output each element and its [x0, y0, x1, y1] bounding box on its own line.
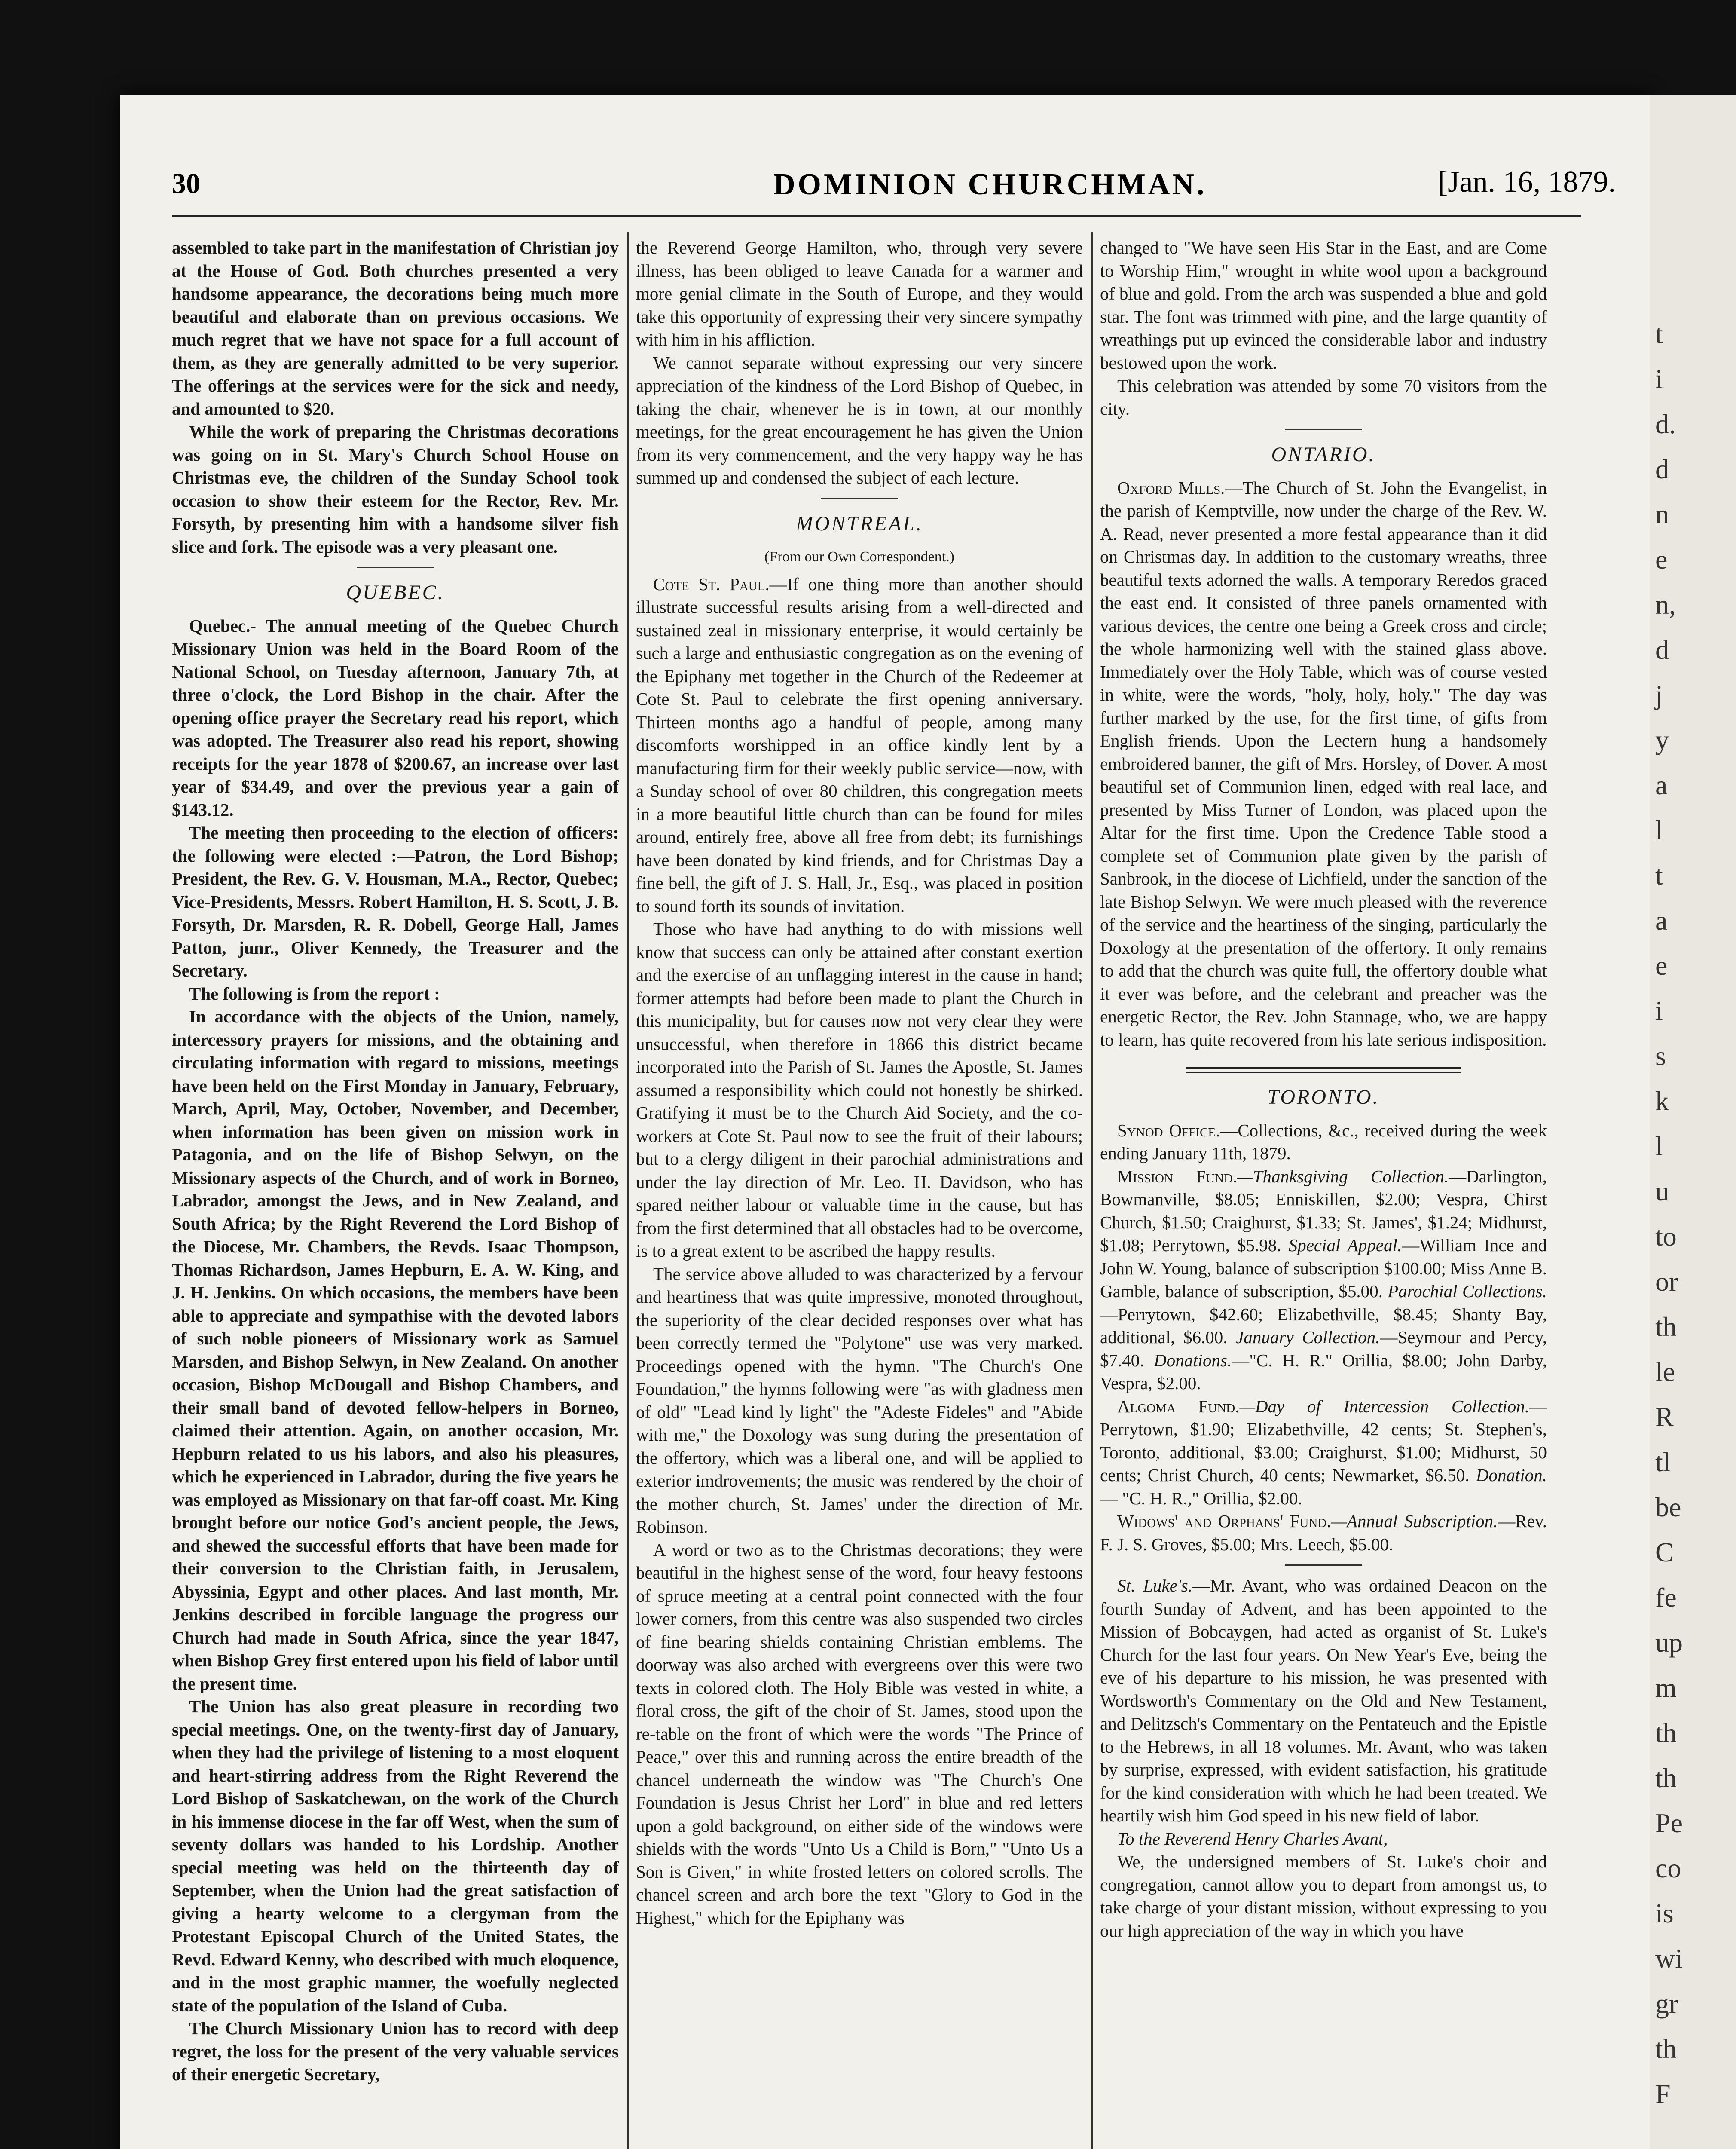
paragraph-text: — "C. H. R.," Orillia, $2.00. [1100, 1488, 1302, 1508]
dateline: St. Luke's. [1117, 1576, 1192, 1595]
column-1 [172, 236, 619, 2149]
header-rule [172, 215, 1581, 217]
fund-subheading: Donations. [1154, 1350, 1232, 1370]
paragraph-text: - The annual meeting of the Quebec Church Missionary Union was held in the Board Room of the National School, on Tuesday afternoon, January 7th, at three o'clock, the Lord Bishop in the chair. After the opening office prayer the Secretary read his report, which was adopted. The Treasurer also read his report, showing receipts for the year 1878 of $200.67, an increase over last year of $34.49, and over the previous year a gain of $143.12. [172, 615, 619, 820]
article-paragraph [636, 573, 1083, 918]
masthead-title: DOMINION CHURCHMAN. [773, 168, 1207, 201]
adjacent-page-fragment: is [1655, 1898, 1674, 1929]
adjacent-page-fragment: y [1655, 725, 1669, 755]
article-paragraph: The Union has also great pleasure in recording two special meetings. One, on the twenty-first day of January, when they had the privilege of listening to a most eloquent and heart-stirring address from the Right Reverend the Lord Bishop of Saskatchewan, on the work of the Church in his immense diocese in the far off West, when the sum of seventy dollars was handed to his Lordship. Another special meeting was held on the thirteenth day of September, when the Union had the great satisfaction of giving a hearty welcome to a clergyman from the Protestant Episcopal Church of the United States, the Revd. Edward Kenny, who described with much eloquence, and in the most graphic manner, the woefully neglected state of the population of the Island of Cuba. [172, 1696, 619, 2015]
adjacent-page-fragment: d [1655, 634, 1669, 665]
adjacent-page-fragment: a [1655, 770, 1668, 800]
paragraph-text: —Perrytown, $42.60; Elizabethville, $8.45; Shanty Bay, additional, $6.00. [1100, 1304, 1547, 1347]
article-paragraph: The service above alluded to was characterized by a fervour and heartiness that was quite impressive, monoted throughout, the superiority of the clear decided responses over what has been correctly termed the "Polytone" use was very marked. Proceedings opened with the hymn. "The Church's One Foundation," the hymns following were "as with gladness men of old" "Lead kind ly light" the "Adeste Fideles" and "Abide with me," the Doxology was sung during the presentation of the offertory, which was a liberal one, and will be applied to exterior imdrovements; the music was rendered by the choir of the mother church, St. James' under the direction of Mr. Robinson. [636, 1264, 1083, 1537]
adjacent-page-fragment: a [1655, 905, 1668, 936]
adjacent-page-fragment: R [1655, 1402, 1674, 1432]
adjacent-page-fragment: s [1655, 1041, 1666, 1071]
adjacent-page-fragment: gr [1655, 1988, 1678, 2019]
adjacent-page-fragment: j [1655, 680, 1663, 710]
fund-subheading: —Annual Subscription. [1331, 1511, 1498, 1531]
article-paragraph: assembled to take part in the manifestation of Christian joy at the House of God. Both churches presented a very handsome appearance, the decorations being much more beautiful and elaborate than on previous occasions. We much regret that we have not space for a full account of them, as they are generally admitted to be very superior. The offerings at the services were for the sick and needy, and amounted to $20. [172, 238, 619, 419]
section-heading-ontario: ONTARIO. [1271, 443, 1376, 466]
adjacent-page-fragment: e [1655, 950, 1668, 981]
article-paragraph: This celebration was attended by some 70 visitors from the city. [1100, 376, 1547, 419]
section-rule [357, 567, 434, 568]
adjacent-page-fragment: th [1655, 1717, 1677, 1748]
adjacent-page-fragment: le [1655, 1356, 1675, 1387]
fund-subheading: January Collection. [1236, 1327, 1380, 1347]
article-paragraph [1100, 1119, 1547, 1165]
article-paragraph: We cannot separate without expressing our very sincere appreciation of the kindness of the Lord Bishop of Quebec, in taking the chair, whenever he is in town, at our monthly meetings, for the great encouragement he has given the Union from its very commencement, and the very happy way he has summed up and condensed the subject of each lecture. [636, 352, 1083, 487]
article-paragraph [1100, 477, 1547, 1052]
page-header [172, 165, 1650, 219]
fund-subheading: —Day of Intercession Collection. [1239, 1396, 1529, 1416]
article-paragraph [1100, 1574, 1547, 1828]
paragraph-text: —If one thing more than another should illustrate successful results arising from a well-directed and sustained zeal in missionary enterprise, it would certainly be such a large and enthusiastic congregation as on the evening of the Epiphany met together in the Church of the Redeemer at Cote St. Paul to celebrate the first opening anniversary. Thirteen months ago a handful of people, among many discomforts worshipped in an office kindly lent by a manufacturing firm for their weekly public service—now, with a Sunday school of over 80 children, this congregation meets in a more beautiful little church than can be found for miles around, entirely free, above all free from debt; its furnishings have been donated by kind friends, and for Christmas Day a fine bell, the gift of J. S. Hall, Jr., Esq., was placed in position to sound forth its sounds of invitation. [636, 574, 1083, 916]
article-paragraph: While the work of preparing the Christmas decorations was going on in St. Mary's Church School House on Christmas eve, the children of the Sunday School took occasion to show their esteem for the Rector, Rev. Mr. Forsyth, by presenting him with a handsome silver fish slice and fork. The episode was a very pleasant one. [172, 422, 619, 557]
article-paragraph [1100, 1165, 1547, 1395]
address-salutation: To the Reverend Henry Charles Avant, [1117, 1828, 1388, 1849]
article-paragraph: changed to "We have seen His Star in the East, and are Come to Worship Him," wrought in white wool upon a background of blue and gold. From the arch was suspended a blue and gold star. The font was trimmed with pine, and the large quantity of wreathings put up evinced the considerable labor and industry bestowed upon the work. [1100, 238, 1547, 373]
section-double-rule [1186, 1067, 1461, 1073]
article-paragraph [1100, 1510, 1547, 1556]
fund-subheading: Parochial Collections. [1388, 1281, 1547, 1301]
article-paragraph [172, 615, 619, 822]
dateline: Oxford Mills. [1117, 478, 1225, 498]
article-paragraph: We, the undersigned members of St. Luke's choir and congregation, cannot allow you to depart from amongst us, to take charge of your distant mission, without expressing to you our high appreciation of the way in which you have [1100, 1852, 1547, 1941]
column-divider [1091, 232, 1093, 2149]
adjacent-page-fragment: up [1655, 1627, 1683, 1658]
paragraph-text: —William Ince and John W. Young, balance of subscription $100.00; Miss Anne B. Gamble, balance of subscription, $5.00. [1100, 1235, 1547, 1301]
dateline: Synod Office. [1117, 1120, 1220, 1140]
paragraph-text: —Seymour and Percy, $7.40. [1100, 1327, 1547, 1370]
newspaper-page [120, 95, 1650, 2149]
page-number: 30 [172, 168, 200, 199]
adjacent-page-fragment: to [1655, 1221, 1677, 1252]
adjacent-page-fragment: i [1655, 364, 1663, 394]
fund-name: Mission Fund. [1117, 1166, 1238, 1186]
adjacent-page-fragment: m [1655, 1672, 1677, 1703]
section-rule [1285, 429, 1362, 430]
fund-subheading: —Thanksgiving Collection. [1237, 1166, 1449, 1186]
article-paragraph: The Church Missionary Union has to record with deep regret, the loss for the present of the very valuable services of their energetic Secretary, [172, 2018, 619, 2084]
adjacent-page-fragment: th [1655, 1763, 1677, 1793]
article-paragraph [1100, 1395, 1547, 1510]
adjacent-page-fragment: tl [1655, 1447, 1671, 1477]
adjacent-page-fragment: n [1655, 499, 1669, 530]
adjacent-page-fragment: wi [1655, 1943, 1683, 1974]
fund-subheading: Donation. [1476, 1465, 1547, 1485]
adjacent-page-edge [1650, 95, 1736, 2149]
paragraph-text: —The Church of St. John the Evangelist, in the parish of Kemptville, now under the charge of the Rev. W. A. Read, never presented a more festal appearance than it did on Christmas day. In addition to the customary wreaths, three beautiful texts adorned the walls. A temporary Reredos graced the east end. It consisted of three panels ornamented with various devices, the centre one being a Greek cross and circle; the whole harmonizing well with the stained glass above. Immediately over the Holy Table, which was of course vested in white, were the words, "holy, holy, holy." The day was further marked by the use, for the first time, of gifts from English friends. Upon the Lectern hung a handsomely embroidered banner, the gift of Mrs. Horsley, of Dover. A most beautiful set of Communion linen, edged with real lace, and presented by Miss Turner of London, was placed upon the Altar for the first time. Upon the Credence Table stood a complete set of Communion plate given by the parish of Sanbrook, in the diocese of Lichfield, under the sanction of the late Bishop Selwyn. We were much pleased with the reverence of the service and the heartiness of the singing, particularly the Doxology at the presentation of the offertory. It only remains to add that the church was quite full, the offertory double what it ever was before, and the celebrant and preacher was the energetic Rector, the Rev. John Stannage, who, we are happy to learn, has quite recovered from his late serious indisposition. [1100, 478, 1547, 1050]
adjacent-page-fragment: t [1655, 860, 1663, 891]
adjacent-page-fragment: t [1655, 318, 1663, 349]
column-3 [1100, 236, 1547, 2149]
adjacent-page-fragment: be [1655, 1492, 1681, 1522]
paragraph-text: —"C. H. R." Orillia, $8.00; John Darby, Vespra, $2.00. [1100, 1350, 1547, 1393]
adjacent-page-fragment: fe [1655, 1582, 1677, 1613]
column-2 [636, 236, 1083, 2149]
adjacent-page-fragment: Pe [1655, 1808, 1683, 1838]
adjacent-page-fragment: or [1655, 1266, 1678, 1297]
adjacent-page-fragment: th [1655, 1311, 1677, 1342]
dateline: Cote St. Paul. [653, 574, 770, 594]
fund-name: Algoma Fund. [1117, 1396, 1240, 1416]
column-divider [627, 232, 629, 2149]
section-heading-toronto: TORONTO. [1267, 1086, 1380, 1108]
article-paragraph: A word or two as to the Christmas decorations; they were beautiful in the highest sense of the word, four heavy festoons of spruce meeting at a central point connected with the four lower corners, from this centre was also suspended two circles of fine bearing shields containing Christian emblems. The doorway was also arched with evergreens over this were two texts in colored cloth. The Holy Bible was vested in white, a floral cross, the gift of the choir of St. James, stood upon the re-table on the front of which were the words "The Prince of Peace," over this and running across the entire breadth of the chancel underneath the window was "The Church's One Foundation is Jesus Christ her Lord" in blue and red letters upon a gold background, on either side of the windows were shields with the words "Unto Us a Child is Born," "Unto Us a Son is Given," in white frosted letters on colored scrolls. The chancel screen and arch bore the text "Glory to God in the Highest," which for the Epiphany was [636, 1540, 1083, 1928]
article-paragraph: In accordance with the objects of the Union, namely, intercessory prayers for missions, and the obtaining and circulating information with regard to missions, meetings have been held on the First Monday in January, February, March, April, May, October, November, and December, when information has been given on mission work in Patagonia, and on the life of Bishop Selwyn, on the Missionary aspects of the Church, and of work in Borneo, Labrador, amongst the Jews, and in New Zealand, and South Africa; by the Right Reverend the Lord Bishop of the Diocese, Mr. Chambers, the Revds. Isaac Thompson, Thomas Richardson, James Hepburn, E. A. W. King, and J. H. Jenkins. On which occasions, the members have been able to appreciate and sympathise with the devoted labors of such noble pioneers of Missionary work as Samuel Marsden, and Bishop Selwyn, in New Zealand. On another occasion, Bishop McDougall and Bishop Chambers, and their small band of devoted fellow-helpers in Borneo, claimed their attention. Again, on another occasion, Mr. Hepburn related to us his labors, and also his pleasures, which he experienced in Labrador, during the five years he was employed as Missionary on that far-off coast. Mr. King brought before our notice God's ancient people, the Jews, and shewed the successful efforts that have been made for their conversion to the Christian faith, in Jerusalem, Abyssinia, Egypt and other places. And last month, Mr. Jenkins described in forcible language the progress our Church had made in South Africa, since the year 1847, when Bishop Grey first entered upon his field of labor until the present time. [172, 1007, 619, 1693]
adjacent-page-fragment: l [1655, 1131, 1663, 1161]
byline: (From our Own Correspondent.) [764, 549, 954, 565]
fund-subheading: Special Appeal. [1288, 1235, 1402, 1255]
adjacent-page-fragment: C [1655, 1537, 1674, 1567]
adjacent-page-fragment: e [1655, 544, 1668, 575]
adjacent-page-fragment: l [1655, 815, 1663, 845]
adjacent-page-fragment: th [1655, 2033, 1677, 2064]
dateline: Quebec. [189, 615, 251, 636]
paragraph-text: —Darlington, Bowmanville, $8.05; Enniskillen, $2.00; Vespra, Chirst Church, $1.50; Craighurst, $1.33; St. James', $1.24; Midhurst, $1.08; Perrytown, $5.98. [1100, 1166, 1547, 1255]
adjacent-page-fragment: u [1655, 1176, 1669, 1206]
paragraph-text: —Mr. Avant, who was ordained Deacon on the fourth Sunday of Advent, and has been appointed to the Mission of Bobcaygen, had acted as organist of St. Luke's Church for the last four years. On New Year's Eve, being the eve of his departure to his mission, he was presented with Wordsworth's Commentary on the Old and New Testament, and Delitzsch's Commentary on the Pentateuch and the Epistle to the Hebrews, in all 18 volumes. Mr. Avant, who was taken by surprise, expressed, with evident satisfaction, his gratitude for the kind consideration with which he had been treated. We heartily wish him God speed in his new field of labor. [1100, 1576, 1547, 1825]
adjacent-page-fragment: n, [1655, 589, 1676, 620]
section-heading-quebec: QUEBEC. [346, 581, 445, 604]
adjacent-page-fragment: d. [1655, 409, 1676, 439]
article-paragraph: The following is from the report : [189, 983, 440, 1004]
adjacent-page-fragment: d [1655, 454, 1669, 484]
section-rule [821, 498, 898, 499]
paragraph-text: —Rev. F. J. S. Groves, $5.00; Mrs. Leech, $5.00. [1100, 1511, 1547, 1554]
issue-date: [Jan. 16, 1879. [1437, 165, 1616, 199]
article-paragraph: Those who have had anything to do with missions well know that success can only be attained after constant exertion and the exercise of an unflagging interest in the cause in hand; former attempts had before been made to plant the Church in this municipality, but for causes now not very clear they were unsuccessful, when therefore in 1866 this district became incorporated into the Parish of St. James the Apostle, St. James assumed a responsibility which could not honestly be shirked. Gratifying it must be to the Church Aid Society, and the co-workers at Cote St. Paul now to see the fruit of their labours; but to a clergy diligent in their parochial administrations and under the lay direction of Mr. Leo. H. Davidson, who has spared neither labour or valuable time in the cause, but has from the first determined that all obstacles had to be overcome, is to a great extent to be ascribed the happy results. [636, 919, 1083, 1261]
fund-name: Widows' and Orphans' Fund. [1117, 1511, 1331, 1531]
article-paragraph: the Reverend George Hamilton, who, through very severe illness, has been obliged to leave Canada for a warmer and more genial climate in the South of Europe, and they would take this opportunity of expressing their very sincere sympathy with him in his affliction. [636, 238, 1083, 349]
article-paragraph: The meeting then proceeding to the election of officers: the following were elected :—Patron, the Lord Bishop; President, the Rev. G. V. Housman, M.A., Rector, Quebec; Vice-Presidents, Messrs. Robert Hamilton, H. S. Scott, J. B. Forsyth, Dr. Marsden, R. R. Dobell, George Hall, James Patton, junr., Oliver Kennedy, the Treasurer and the Secretary. [172, 823, 619, 980]
adjacent-page-fragment: k [1655, 1086, 1669, 1116]
adjacent-page-fragment: i [1655, 995, 1663, 1026]
adjacent-page-fragment: F [1655, 2079, 1671, 2109]
adjacent-page-fragment: co [1655, 1853, 1681, 1883]
section-heading-montreal: MONTREAL. [795, 512, 923, 535]
section-rule [1285, 1564, 1362, 1566]
paragraph-text: —Perrytown, $1.90; Elizabethville, 42 cents; St. Stephen's, Toronto, additional, $3.00; Craighurst, $1.00; Midhurst, 50 cents; Christ Church, 40 cents; Newmarket, $6.50. [1100, 1396, 1547, 1485]
paragraph-text: —Collections, &c., received during the week ending January 11th, 1879. [1100, 1120, 1547, 1163]
